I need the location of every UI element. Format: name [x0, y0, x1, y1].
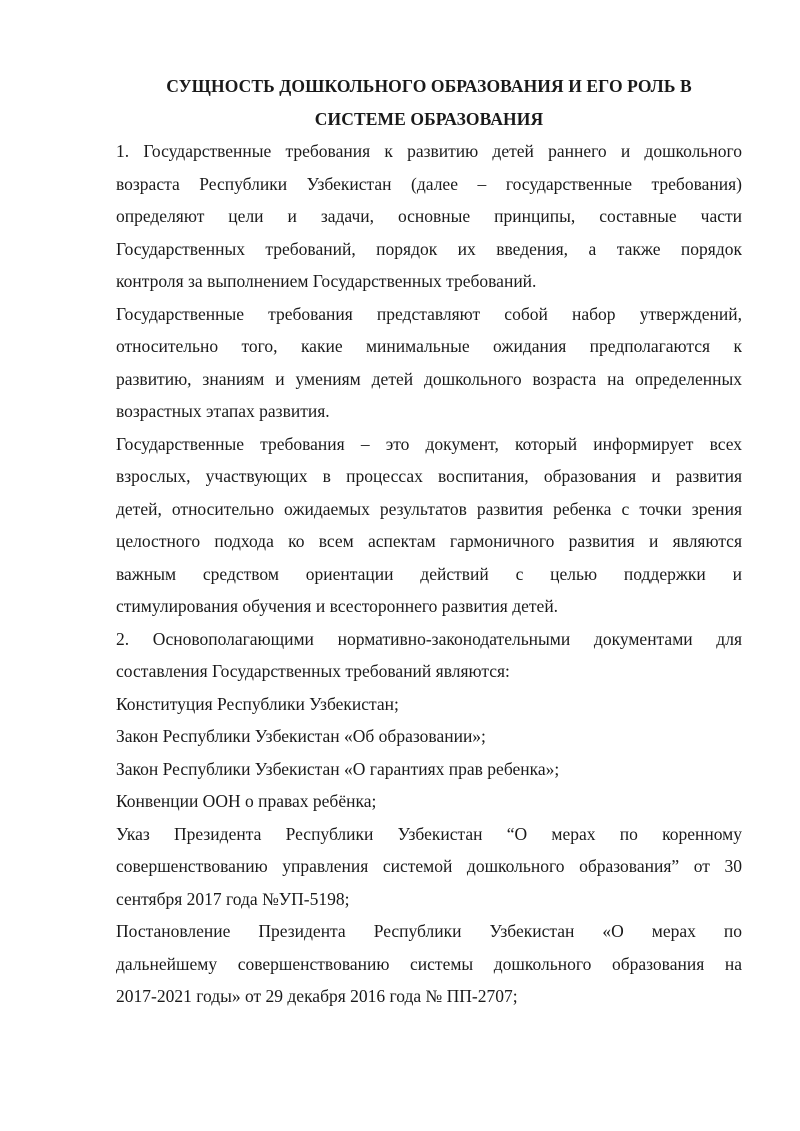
document-body	[116, 70, 742, 1013]
text-line: 2017-2021 годы» от 29 декабря 2016 года № ПП-2707;	[116, 986, 518, 1006]
document-title-line-2: СИСТЕМЕ ОБРАЗОВАНИЯ	[314, 108, 544, 129]
paragraph-state-requirements-document	[116, 428, 742, 623]
text-line: важным средством ориентации действий с целью поддержки и	[116, 563, 742, 584]
list-item-constitution	[116, 688, 742, 721]
text-line: Указ Президента Республики Узбекистан “О мерах по коренному	[116, 823, 742, 844]
text-line: 1. Государственные требования к развитию детей раннего и дошкольного	[116, 141, 742, 161]
text-line: Закон Республики Узбекистан «Об образовании»;	[116, 726, 486, 746]
text-line: целостного подхода ко всем аспектам гармоничного развития и являются	[116, 531, 742, 551]
text-line: контроля за выполнением Государственных требований.	[116, 271, 537, 291]
list-item-presidential-decree	[116, 818, 742, 916]
document-title	[116, 70, 742, 135]
text-line: Государственные требования представляют собой набор утверждений,	[116, 303, 742, 324]
paragraph-legal-documents-intro	[116, 623, 742, 688]
text-line: совершенствованию управления системой дошкольного образования” от 30	[116, 856, 742, 876]
text-line: Конвенции ООН о правах ребёнка;	[116, 791, 377, 811]
text-line: определяют цели и задачи, основные принципы, составные части	[116, 206, 742, 226]
text-line: Государственные требования – это документ, который информирует всех	[116, 433, 742, 454]
text-line: 2. Основополагающими нормативно-законодательными документами для	[116, 628, 742, 649]
text-line: составления Государственных требований являются:	[116, 661, 510, 681]
text-line: Конституция Республики Узбекистан;	[116, 693, 399, 714]
text-line: развитию, знаниям и умениям детей дошкольного возраста на определенных	[116, 368, 742, 389]
list-item-education-law	[116, 720, 742, 753]
text-line: Постановление Президента Республики Узбекистан «О мерах по	[116, 921, 742, 941]
document-title-line-1: СУЩНОСТЬ ДОШКОЛЬНОГО ОБРАЗОВАНИЯ И ЕГО РОЛЬ В	[166, 76, 692, 96]
text-line: Закон Республики Узбекистан «О гарантиях прав ребенка»;	[116, 758, 560, 779]
text-line: Государственных требований, порядок их введения, а также порядок	[116, 238, 742, 259]
list-item-presidential-resolution	[116, 915, 742, 1013]
paragraph-state-requirements-definition	[116, 298, 742, 428]
list-item-child-rights-law	[116, 753, 742, 786]
paragraph-state-requirements-intro	[116, 135, 742, 298]
text-line: дальнейшему совершенствованию системы дошкольного образования на	[116, 953, 742, 974]
text-line: взрослых, участвующих в процессах воспитания, образования и развития	[116, 466, 742, 486]
text-line: возрастных этапах развития.	[116, 401, 330, 421]
text-line: возраста Республики Узбекистан (далее – государственные требования)	[116, 173, 742, 194]
text-line: сентября 2017 года №УП-5198;	[116, 888, 350, 909]
text-line: относительно того, какие минимальные ожидания предполагаются к	[116, 336, 742, 356]
text-line: детей, относительно ожидаемых результатов развития ребенка с точки зрения	[116, 498, 742, 519]
list-item-un-convention	[116, 785, 742, 818]
text-line: стимулирования обучения и всестороннего развития детей.	[116, 596, 559, 616]
